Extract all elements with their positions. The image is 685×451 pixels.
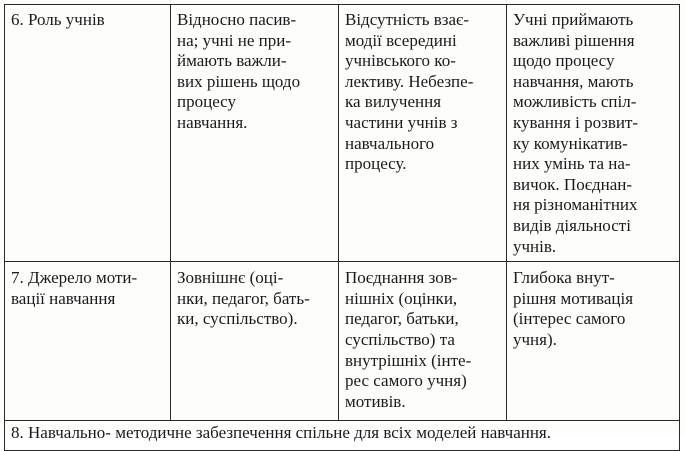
cell-text-line: кування і розвит- [513, 112, 639, 132]
table-row-motivation-source [5, 262, 680, 421]
cell-text-line: процесу. [345, 154, 407, 174]
cell-model-1 [171, 262, 339, 421]
cell-text-line: вих рішень щодо [177, 71, 301, 91]
cell-model-3 [507, 262, 680, 421]
cell-model-2 [339, 262, 507, 421]
cell-text-line: учнів. [513, 236, 557, 256]
cell-text-line: Відсутність взає- [345, 10, 470, 29]
cell-text-line: 6. Роль учнів [11, 10, 105, 29]
cell-text-line: ка вилучення [345, 92, 442, 112]
table-row-footer [5, 421, 680, 451]
cell-text-line: видів діяльності [513, 215, 631, 235]
cell-text-line: можливість спіл- [513, 92, 637, 112]
cell-text-line: вичок. Поєднан- [513, 174, 633, 194]
cell-text-line: 7. Джерело моти- [11, 268, 138, 288]
cell-text-line: них умінь та на- [513, 154, 631, 174]
cell-text-line: учнівського ко- [345, 51, 456, 71]
cell-text-line: Поєднання зов- [345, 268, 458, 288]
cell-text-line: лективу. Небезпе- [345, 71, 474, 91]
cell-text-line: частини учнів з [345, 112, 458, 132]
cell-model-1 [171, 5, 339, 262]
cell-text-line: рес самого учня) [345, 371, 467, 391]
cell-text-line: учня). [513, 329, 557, 349]
cell-text-line: нішніх (оцінки, [345, 288, 458, 308]
cell-row-header [5, 262, 171, 421]
cell-text-line: суспільство) та [345, 329, 455, 349]
cell-text-line: ки, суспільство). [177, 309, 298, 329]
cell-text-line: важливі рішення [513, 30, 635, 50]
cell-text-line: навчального [345, 133, 435, 153]
footer-text: 8. Навчально- методичне забезпечення спільне для всіх моделей навчання. [11, 423, 551, 443]
cell-text-fragment: різноманітних [534, 195, 638, 215]
cell-text-line: Відносно пасив- [177, 10, 297, 29]
cell-text-line: на; учні не при- [177, 30, 291, 50]
cell-text-line: вації навчання [11, 288, 116, 308]
cell-text-line: навчання. [177, 112, 248, 132]
cell-text-line: педагог, батьки, [345, 309, 459, 329]
cell-row-header [5, 5, 171, 262]
cell-text-line: ку комунікатив- [513, 133, 628, 153]
cell-text-line: внутрішніх (інте- [345, 350, 472, 370]
cell-text-line: Учні приймають [513, 10, 634, 29]
cell-text-line: мотивів. [345, 391, 406, 411]
cell-text-line: Зовнішнє (оці- [177, 268, 284, 288]
footer-cell [5, 421, 680, 451]
cell-text-line: щодо процесу [513, 51, 615, 71]
comparison-table [4, 4, 680, 451]
cell-text-line: нки, педагог, бать- [177, 288, 310, 308]
cell-text-line: рішня мотивація [513, 288, 634, 308]
cell-text-line: навчання, мають [513, 71, 634, 91]
cell-model-2 [339, 5, 507, 262]
cell-text-line: Глибока внут- [513, 268, 615, 288]
cell-text-line: ймають важли- [177, 51, 287, 71]
table-row-student-role [5, 5, 680, 262]
cell-text-line [513, 195, 673, 216]
cell-model-3 [507, 5, 680, 262]
cell-text-line: процесу [177, 92, 236, 112]
cell-text-line: модії всередині [345, 30, 457, 50]
cell-text-line: (інтерес самого [513, 309, 626, 329]
cell-text-fragment: ня [513, 195, 530, 215]
